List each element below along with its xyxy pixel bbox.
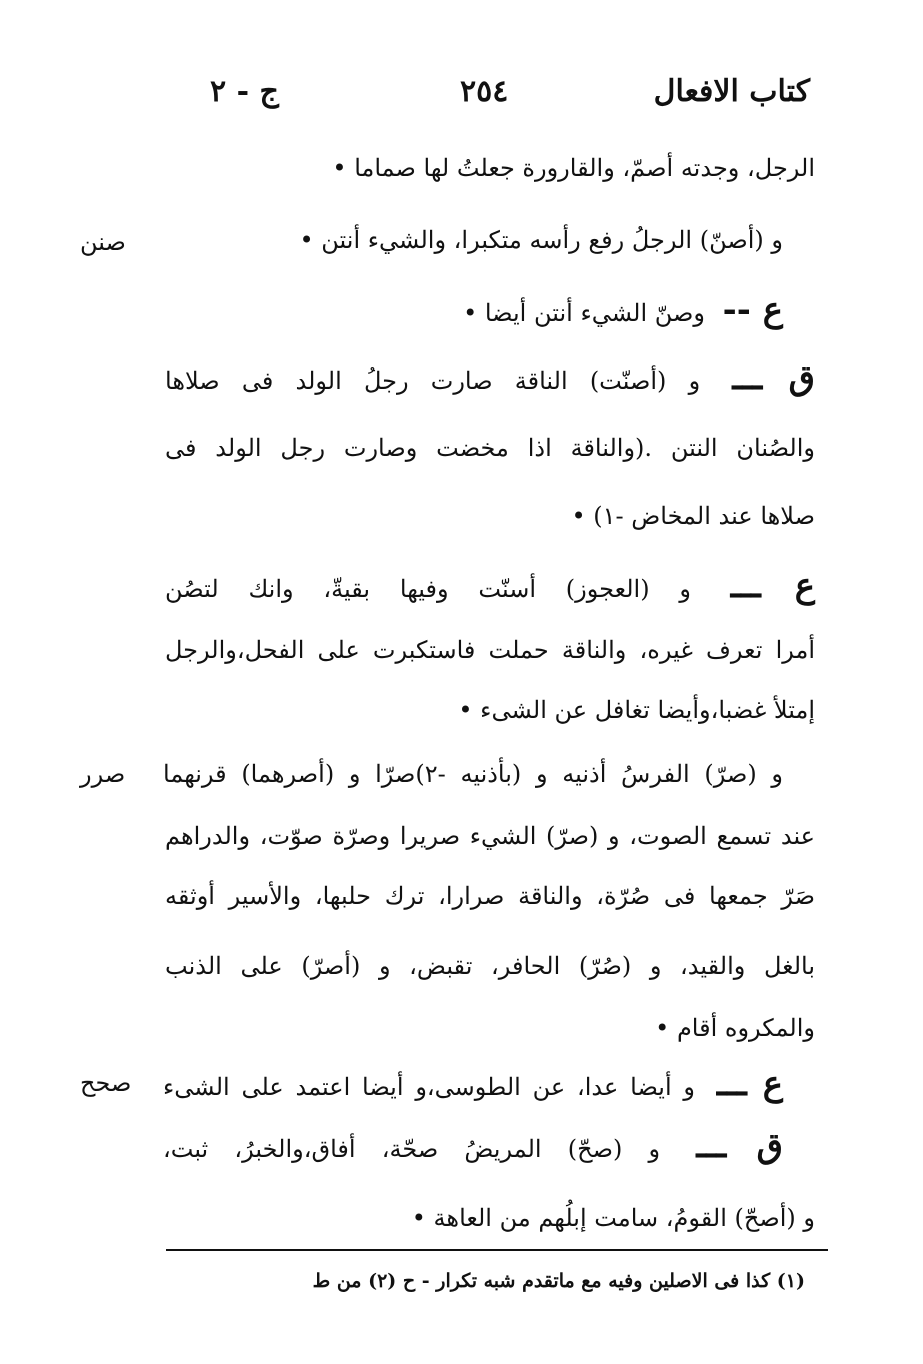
- margin-root-sann: صنن: [80, 228, 126, 256]
- page-number: ٢٥٤: [460, 74, 509, 109]
- text-line-sourced: [165, 358, 815, 398]
- text-line: والمكروه أقام •: [655, 1014, 815, 1042]
- volume-label: ج - ٢: [210, 74, 279, 109]
- text-line: و (أصنّت) الناقة صارت رجلُ الولد فى صلاها: [165, 367, 701, 395]
- text-line: و (أصحّ) القومُ، سامت إبلُهم من العاهة •: [411, 1204, 815, 1232]
- text-line: و (أصنّ) الرجلُ رفع رأسه متكبرا، والشيء أنتن •: [299, 226, 783, 254]
- text-line: و (العجوز) أسنّت وفيها بقيةّ، وانك لتصُن: [165, 575, 691, 603]
- text-line-sourced: [165, 566, 815, 606]
- text-line-sourced: [163, 1064, 783, 1104]
- text-line: و أيضا عدا، عن الطوسى،و أيضا اعتمد على الشىء: [163, 1073, 696, 1101]
- text-line: عند تسمع الصوت، و (صرّ) الشيء صريرا وصرّة صوّت، والدراهم: [165, 822, 815, 850]
- source-marker: ق ـــ: [696, 1126, 783, 1166]
- source-marker: ق ـــ: [732, 358, 816, 398]
- source-marker: ع --: [722, 290, 783, 330]
- text-line-sourced: [163, 1126, 783, 1166]
- text-line: صلاها عند المخاض -١) •: [571, 502, 815, 530]
- source-marker: ع ـــ: [730, 566, 815, 606]
- footnote-divider: [166, 1249, 828, 1251]
- text-line: أمرا تعرف غيره، والناقة حملت فاستكبرت على الفحل،والرجل: [165, 636, 815, 664]
- text-line-sourced: [163, 290, 783, 330]
- margin-root-sarr: صرر: [80, 760, 126, 788]
- text-line: والصُنان النتن .(والناقة اذا مخضت وصارت رجل الولد فى: [165, 434, 815, 462]
- book-title: كتاب الافعال: [653, 74, 810, 109]
- page-header: [190, 74, 810, 124]
- text-line: وصنّ الشيء أنتن أيضا •: [463, 299, 705, 327]
- source-marker: ع ـــ: [716, 1064, 784, 1104]
- margin-root-sahh: صحح: [80, 1069, 132, 1097]
- text-line: الرجل، وجدته أصمّ، والقارورة جعلتُ لها صماما •: [332, 154, 815, 182]
- text-line: صَرّ جمعها فى صُرّة، والناقة صرارا، ترك حلبها، والأسير أوثقه: [165, 882, 815, 910]
- text-line: و (صرّ) الفرسُ أذنيه و (بأذنيه -٢)صرّا و (أصرهما) قرنهما: [163, 760, 783, 788]
- text-line: بالغل والقيد، و (صُرّ) الحافر، تقبض، و (أصرّ) على الذنب: [165, 952, 816, 980]
- footnote: (١) كذا فى الاصلين وفيه مع ماتقدم شبه تكرار - ح (٢) من ط: [312, 1270, 805, 1292]
- text-line: و (صحّ) المريضُ صحّة، أفاق،والخبرُ، ثبت،: [163, 1135, 661, 1163]
- text-line: إمتلأ غضبا،وأيضا تغافل عن الشىء •: [458, 696, 815, 724]
